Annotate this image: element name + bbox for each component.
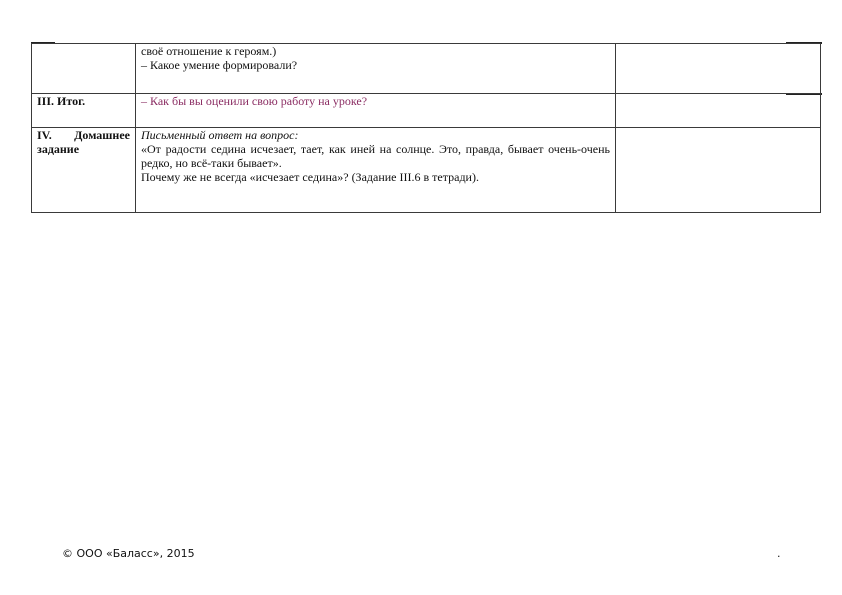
notes-cell [616, 44, 821, 94]
table-row [32, 44, 821, 94]
content-cell [136, 44, 616, 94]
homework-heading: Письменный ответ на вопрос: [141, 128, 299, 142]
stage-cell [32, 94, 136, 128]
stage-label: III. Итог. [37, 94, 86, 108]
content-cell [136, 128, 616, 213]
notes-cell [616, 94, 821, 128]
content-line: – Какое умение формировали? [141, 58, 298, 72]
reflection-question: – Как бы вы оценили свою работу на уроке? [141, 94, 368, 108]
page-mark: . [777, 547, 781, 560]
notes-cell [616, 128, 821, 213]
stage-label-line: задание [37, 142, 80, 156]
stage-label-line: IV. Домашнее [37, 128, 130, 142]
homework-quote: «От радости седина исчезает, тает, как иней на солнце. Это, правда, бывает очень-очень редко, но всё-таки бывает». [141, 142, 610, 170]
content-cell [136, 94, 616, 128]
stage-cell [32, 44, 136, 94]
table-row [32, 94, 821, 128]
homework-question: Почему же не всегда «исчезает седина»? (Задание III.6 в тетради). [141, 170, 479, 184]
copyright-footer: © ООО «Баласс», 2015 [62, 547, 195, 560]
content-line: своё отношение к героям.) [141, 44, 277, 58]
lesson-plan-table [31, 43, 821, 213]
stage-cell [32, 128, 136, 213]
table-row [32, 128, 821, 213]
stage-label [37, 128, 130, 156]
